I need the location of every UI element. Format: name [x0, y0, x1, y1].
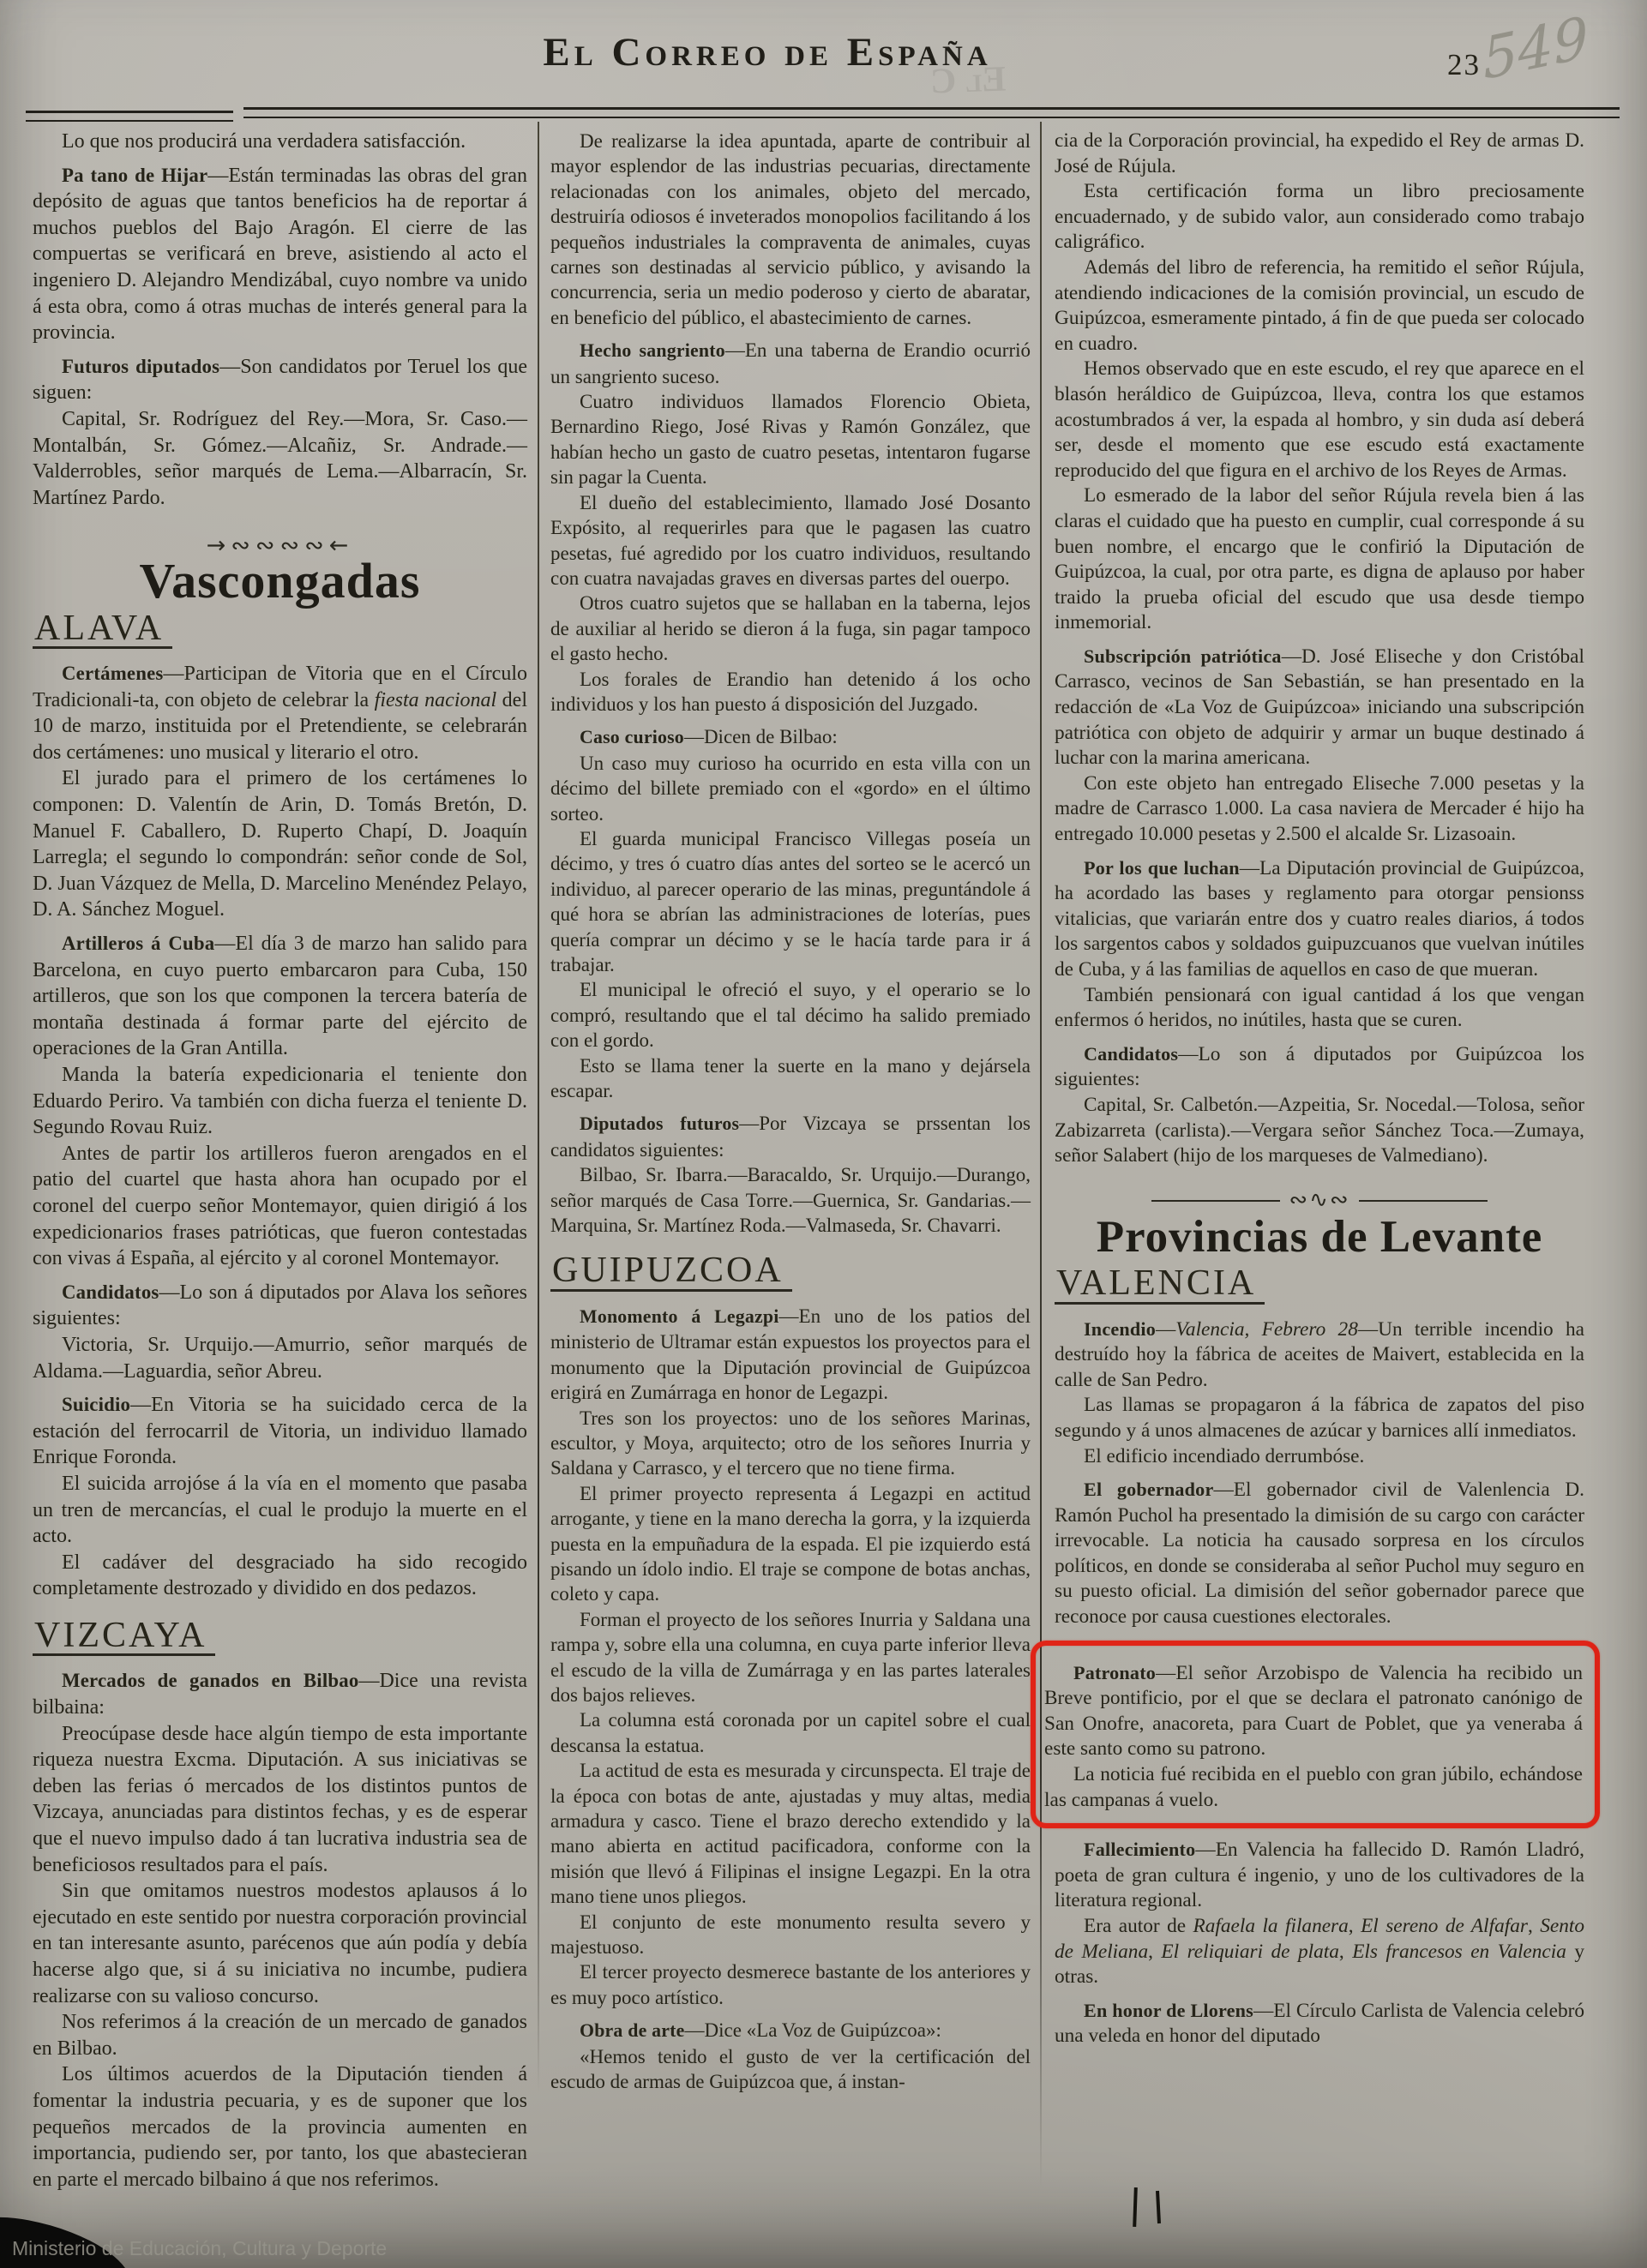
paragraph	[550, 1111, 1031, 1162]
header-rule-right	[243, 107, 1620, 118]
text-segment: El cadáver del desgraciado ha sido recogido completamente destrozado y dividido en dos pedazos.	[33, 1551, 527, 1600]
text-segment: ,	[1348, 1915, 1361, 1937]
text-segment: El tercer proyecto desmerece bastante de los anteriores y es muy poco artístico.	[550, 1961, 1031, 2008]
paragraph	[550, 1406, 1031, 1481]
text-segment: —Participan de Vitoria que en el Círculo Tradicionali-ta, con objeto de celebrar la	[33, 663, 527, 711]
text-segment: Els francesos en Valencia	[1352, 1940, 1566, 1963]
divider-line	[1359, 1200, 1488, 1202]
text-segment: El conjunto de este monumento resulta severo y majestuoso.	[550, 1911, 1031, 1959]
text-segment: «Hemos tenido el gusto de ver la certificación del escudo de armas de Guipúzcoa que, á instan-	[550, 2045, 1031, 2093]
paragraph	[550, 129, 1031, 330]
province-heading	[550, 1251, 1031, 1291]
text-segment: y otras.	[1055, 1940, 1585, 1989]
text-segment: —El día 3 de marzo han salido para Barcelona, en cuyo puerto embarcaron para Cuba, 150 artilleros, que son los que componen la tercera batería de montaña destinada á formar parte del ejército de operaciones de la Gran Antilla.	[33, 933, 528, 1060]
column-divider-1	[538, 122, 539, 2093]
text-segment: ,	[1338, 1940, 1353, 1963]
text-segment: Antes de partir los artilleros fueron arengados en el patio del cuartel que hasta ahora han ocupado por el coronel del cuerpo señor Montemayor, quien dirigió á los expedicionarios frases patrióticas, que fueron contestadas con vivas á España, al ejército y al coronel Montemayor.	[33, 1142, 527, 1270]
run-in-heading: El gobernador	[1084, 1479, 1214, 1501]
paragraph	[550, 1481, 1031, 1607]
text-segment: El dueño del establecimiento, llamado José Dosanto Expósito, al requerirles para que le pagasen las cuatro pesetas, fué agredido por los cuatro individuos, resultando con cuatra navajadas graves en diversas partes del ouerpo.	[550, 491, 1031, 589]
text-segment: —La Diputación provincial de Guipúzcoa, ha acordado las bases y reglamento para otorgar pensionss vitalicias, que variarán entre dos y cuatro reales diarios, á todos los sargentos cabos y soldados guipuzcuanos que vuelvan inútiles de Cuba, y á las familias de aquellos en caso de que mueran.	[1055, 856, 1585, 981]
text-segment: Las llamas se propagaron á la fábrica de zapatos del piso segundo y á unos almacenes de azúcar y barnices allí inmediatos.	[1055, 1394, 1584, 1442]
paragraph	[550, 2044, 1031, 2095]
archive-watermark: Ministerio de Educación, Cultura y Deporte	[12, 2237, 388, 2259]
paragraph	[1044, 1762, 1583, 1813]
text-segment: De realizarse la idea apuntada, aparte de contribuir al mayor esplendor de las industrias pecuarias, directamente relacionadas con los animales, objeto del mercado, destruiría odiosos é inveterados monopolios facilitando á los pequeños industriales la compraventa de animales, cuyas carnes son destinadas al servicio público, y avisando la concurrencia, seria un medio poderoso y cierto de abaratar, en beneficio del público, el abastecimiento de carnes.	[550, 130, 1031, 328]
text-segment: Esta certificación forma un libro preciosamente encuadernado, y de subido valor, aun considerado como trabajo caligráfico.	[1055, 180, 1584, 254]
paragraph	[33, 2061, 527, 2193]
text-segment: Lo que nos producirá una verdadera satisfacción.	[62, 130, 466, 153]
paragraph	[1055, 1837, 1584, 1914]
text-segment: Capital, Sr. Calbetón.—Azpeitia, Sr. Nocedal.—Tolosa, señor Zabizarreta (carlista).—Vergara señor Sánchez Toca.—Zumaya, señor Salabert (hijo de los marqueses de Valmediano).	[1055, 1093, 1584, 1167]
text-segment: El jurado para el primero de los certámenes lo componen: D. Valentín de Arin, D. Tomás Bretón, D. Manuel F. Caballero, D. Ruperto Chapí, D. Joaquín Larregla; el segundo lo compondrán: señor conde de Sol, D. Juan Vázquez de Mella, D. Marcelino Menéndez Pelayo, D. A. Sánchez Moguel.	[33, 767, 527, 921]
paragraph	[1055, 855, 1584, 983]
column-1	[33, 129, 527, 2193]
text-segment: Con este objeto han entregado Eliseche 7.000 pesetas y la madre de Carrasco 1.000. La casa naviera de Mercader é hijo ha entregado 10.000 pesetas y 2.500 el alcalde Sr. Lizasoain.	[1055, 771, 1584, 846]
column-2	[550, 129, 1031, 2094]
run-in-heading: Certámenes	[62, 663, 164, 685]
run-in-heading: Obra de arte	[580, 2020, 685, 2042]
paragraph	[33, 1550, 527, 1602]
text-segment: Rafaela la filanera	[1193, 1915, 1349, 1937]
text-segment: El edificio incendiado derrumbóse.	[1084, 1444, 1365, 1467]
text-segment: fiesta nacional	[374, 688, 497, 711]
paragraph	[33, 129, 527, 155]
paragraph	[1055, 129, 1584, 179]
text-segment: El reliquiari de plata	[1161, 1940, 1339, 1963]
text-segment: —Un terrible incendio ha destruído hoy la fábrica de aceites de Maivert, establecida en la calle de San Pedro.	[1055, 1317, 1584, 1391]
paragraph	[33, 1392, 527, 1471]
ink-mark	[1133, 2187, 1138, 2227]
text-segment: —Son candidatos por Teruel los que siguen:	[33, 355, 527, 405]
paragraph	[550, 724, 1031, 750]
text-segment: —Dice una revista bilbaina:	[33, 1670, 527, 1719]
paragraph	[1055, 1393, 1584, 1443]
run-in-heading: Futuros diputados	[62, 355, 220, 377]
paragraph	[1055, 483, 1584, 636]
text-segment: También pensionará con igual cantidad á los que vengan enfermos ó heridos, no inútiles, hasta que se curen.	[1055, 983, 1584, 1032]
text-segment: cia de la Corporación provincial, ha expedido el Rey de armas D. José de Rújula.	[1055, 129, 1584, 177]
text-segment: —En Valencia ha fallecido D. Ramón Lladró, poeta de gran cultura é ingenio, y uno de los cultivadores de la literatura regional.	[1055, 1839, 1584, 1912]
text-segment: Sento de Meliana	[1055, 1915, 1584, 1963]
run-in-heading: Suicidio	[62, 1394, 131, 1416]
paragraph	[33, 661, 527, 765]
text-segment: —El señor Arzobispo de Valencia ha recibido un Breve pontificio, por el que se declara el patronato canónigo de San Onofre, anacoreta, para Cuart de Poblet, que ya veneraba á este santo como su patrono.	[1044, 1661, 1583, 1761]
paragraph	[33, 1721, 527, 1879]
run-in-heading: Fallecimiento	[1084, 1839, 1196, 1861]
text-segment: —En uno de los patios del ministerio de Ultramar están expuestos los proyectos para el monumento que la Diputación provincial de Guipúzcoa erigirá en Zumárraga en honor de Legazpi.	[550, 1305, 1031, 1404]
run-in-heading: Hecho sangriento	[580, 340, 725, 362]
ornament-flourish: →∾∾∾∾←	[206, 532, 354, 560]
text-segment: Además del libro de referencia, ha remitido el señor Rújula, atendiendo indicaciones de la comisión provincial, un escudo de Guipúzcoa, esmeramente pintado, á fin de que pueda ser colocado en cuadro.	[1055, 255, 1584, 355]
page-number: 23	[1447, 48, 1481, 81]
paragraph	[33, 2009, 527, 2061]
text-segment: Preocúpase desde hace algún tiempo de esta importante riqueza nuestra Excma. Diputación. A sus iniciativas se deben las ferias ó mercados de los distintos puntos de Vizcaya, anunciadas para distintos fechas, y es de esperar que el nuevo impulso dado á tan lucrativa industria sea de beneficiosos resultados para el país.	[33, 1722, 527, 1876]
text-segment: Esto se llama tener la suerte en la mano y dejársela escapar.	[550, 1054, 1031, 1102]
paragraph	[33, 1668, 527, 1720]
run-in-heading: Monomento á Legazpi	[580, 1305, 779, 1327]
text-segment: Manda la batería expedicionaria el teniente don Eduardo Periro. Va también con dicha fuerza el teniente D. Segundo Rovau Ruiz.	[33, 1064, 527, 1139]
paragraph	[33, 931, 527, 1062]
paragraph	[550, 1162, 1031, 1238]
text-segment: Otros cuatro sujetos que se hallaban en la taberna, lejos de auxiliar al herido se dieron á la fuga, sin pagar tampoco el gasto hecho.	[550, 592, 1031, 665]
run-in-heading: Patronato	[1073, 1661, 1157, 1683]
text-segment: —D. José Eliseche y don Cristóbal Carrasco, vecinos de San Sebastián, se han presentado en la redacción de «La Voz de Guipúzcoa» iniciando una subscripción patriótica con objeto de adquirir y armar un buque destinado á luchar con la marina americana.	[1055, 645, 1584, 770]
run-in-heading: Candidatos	[62, 1281, 159, 1303]
paragraph	[550, 977, 1031, 1053]
paragraph	[550, 1607, 1031, 1708]
text-segment: —Dicen de Bilbao:	[683, 726, 838, 748]
text-segment: Era autor de	[1084, 1915, 1193, 1937]
paragraph	[1055, 771, 1584, 848]
text-segment: Nos referimos á la creación de un mercado de ganados en Bilbao.	[33, 2011, 527, 2060]
text-segment: —Lo son á diputados por Alava los señores siguientes:	[33, 1281, 527, 1330]
text-segment: —El gobernador civil de Valenlencia D. Ramón Puchol ha presentado la dimisión de su cargo con carácter irrevocable. La noticia ha causado sorpresa en los círculos políticos, en donde se consideraba al señor Puchol muy seguro en su puesto oficial. La dimisión del señor gobernador parece que reconoce por causa cuestiones electorales.	[1055, 1479, 1584, 1629]
text-segment: Los últimos acuerdos de la Diputación tienden á fomentar la industria pecuaria, y es de suponer que los pequeños mercados de la provincia aumenten en importancia, pudiendo ser, por tanto, los que abastecieran en parte el mercado bilbaino á que nos referimos.	[33, 2063, 527, 2191]
paragraph	[550, 1758, 1031, 1909]
run-in-heading: Diputados futuros	[580, 1113, 740, 1135]
text-segment: La noticia fué recibida en el pueblo con gran júbilo, echándose las campanas á vuelo.	[1044, 1763, 1583, 1811]
paragraph	[33, 354, 527, 406]
handwritten-folio: 549	[1480, 3, 1591, 93]
paragraph	[1055, 1444, 1584, 1470]
text-segment: —Por Vizcaya se prssentan los candidatos siguientes:	[550, 1113, 1031, 1161]
masthead-title: El Correo de España	[543, 30, 992, 75]
paragraph	[550, 1304, 1031, 1406]
paragraph	[550, 490, 1031, 591]
paragraph	[33, 1280, 527, 1332]
paragraph	[1055, 1041, 1584, 1093]
run-in-heading: Subscripción patriótica	[1084, 645, 1282, 667]
text-segment: —Lo son á diputados por Guipúzcoa los siguientes:	[1055, 1042, 1584, 1091]
paragraph	[1055, 179, 1584, 255]
text-segment: El sereno de Alfafar	[1361, 1915, 1528, 1937]
province-heading-label: ALAVA	[33, 615, 172, 650]
text-segment: El guarda municipal Francisco Villegas poseía un décimo, y tres ó cuatro días antes del sorteo se le acercó un individuo, al parecer operario de las minas, preguntándole á qué hora se abrían las administraciones de loterías, pues quería comprar un décimo y se le hacía tarde para ir á trabajar.	[550, 827, 1031, 975]
paragraph	[1044, 1660, 1583, 1762]
paragraph	[1055, 1998, 1584, 2049]
text-segment: Cuatro individuos llamados Florencio Obieta, Bernardino Riego, José Rivas y Ramón González, que habían hecho un gasto de cuatro pesetas, intentaron fugarse sin pagar la Cuenta.	[550, 391, 1031, 489]
paragraph	[33, 1062, 527, 1141]
run-in-heading: Incendio	[1084, 1317, 1156, 1340]
paragraph	[33, 1332, 527, 1384]
text-segment: Valencia, Febrero 28	[1175, 1317, 1358, 1341]
column-3	[1044, 129, 1585, 2049]
text-segment: Forman el proyecto de los señores Inurria y Saldana una rampa y, sobre ella una columna, en cuya parte inferior lleva el escudo de la villa de Zumárraga y en las partes laterales dos bajos relieves.	[550, 1608, 1031, 1706]
run-in-heading: Por los que luchan	[1084, 856, 1240, 879]
text-segment: Un caso muy curioso ha ocurrido en esta villa con un décimo del billete premiado con el «gordo» en el último sorteo.	[550, 752, 1031, 825]
paragraph	[550, 389, 1031, 490]
paragraph	[550, 591, 1031, 666]
ornament-glyph: ∾∿∾	[1289, 1186, 1350, 1213]
paragraph	[1055, 1317, 1584, 1394]
province-heading-label: GUIPUZCOA	[550, 1258, 792, 1291]
paragraph	[550, 1053, 1031, 1104]
text-segment: ,	[1527, 1915, 1541, 1937]
ghost-offset-print: El C	[929, 59, 1007, 102]
text-segment: Lo esmerado de la labor del señor Rújula revela bien á las claras el cuidado que ha puesto en cumplir, cual corresponde á su buen nombre, el encargo que le confirió la Diputación de Guipúzcoa, la cual, por otra parte, es digna de aplauso por haber traido la prueba oficial del escudo que usa desde tiempo inmemorial.	[1055, 484, 1584, 634]
text-segment: Hemos observado que en este escudo, el rey que aparece en el blasón heráldico de Guipúzcoa, lleva, contra los que estamos acostumbrados á ver, la espada al hombro, y sin duda así deberá ser, desde el momento que ese escudo está exactamente reproducido del que figura en el archivo de los Reyes de Armas.	[1055, 357, 1584, 482]
paragraph	[33, 1141, 527, 1272]
text-segment: Victoria, Sr. Urquijo.—Amurrio, señor marqués de Aldama.—Laguardia, señor Abreu.	[33, 1333, 527, 1383]
ornament-divider	[1055, 1188, 1584, 1214]
paragraph	[550, 1910, 1031, 1960]
run-in-heading: En honor de Llorens	[1084, 1999, 1253, 2021]
paragraph	[1055, 357, 1584, 483]
paragraph	[550, 1959, 1031, 2010]
patronato-highlight-box	[1031, 1641, 1600, 1829]
text-segment: —El Círculo Carlista de Valencia celebró una veleda en honor del diputado	[1055, 1999, 1584, 2048]
province-heading	[33, 1615, 527, 1657]
paragraph	[550, 338, 1031, 389]
province-heading	[33, 608, 527, 650]
text-segment: —En una taberna de Erandio ocurrió un sangriento suceso.	[550, 339, 1031, 387]
paragraph	[33, 1471, 527, 1550]
paragraph	[1055, 1477, 1584, 1630]
text-segment: Los forales de Erandio han detenido á los ocho individuos y los han puesto á disposición del Juzgado.	[550, 668, 1031, 715]
section-heading: Vascongadas	[139, 552, 421, 609]
province-heading	[1055, 1263, 1584, 1305]
run-in-heading: Pa tano de Hijar	[62, 164, 208, 186]
text-segment: Bilbao, Sr. Ibarra.—Baracaldo, Sr. Urquijo.—Durango, señor marqués de Casa Torre.—Guernica, Sr. Gandarias.—Marquina, Sr. Martínez Roda.—Valmaseda, Sr. Chavarri.	[550, 1164, 1031, 1237]
run-in-heading: Caso curioso	[580, 727, 684, 748]
text-segment: del 10 de marzo, instituida por el Pretendiente, se celebrarán dos certámenes: uno musical y literario el otro.	[33, 688, 527, 764]
paragraph	[33, 163, 527, 346]
text-segment: —Están terminadas las obras del gran depósito de aguas que tantos beneficios ha de reportar á muchos pueblos del Bajo Aragón. El cierre de las compuertas se verificará en breve, asistiendo al acto el ingeniero D. Alejandro Mendizábal, cuyo nombre va unido á esta obra, como á otras muchas de interés general para la provincia.	[33, 164, 527, 345]
paragraph	[550, 2018, 1031, 2043]
text-segment: —En Vitoria se ha suicidado cerca de la estación del ferrocarril de Vitoria, un individuo llamado Enrique Foronda.	[33, 1394, 527, 1469]
run-in-heading: Artilleros á Cuba	[62, 933, 215, 955]
text-segment: —	[1155, 1317, 1176, 1341]
paragraph	[1055, 644, 1584, 771]
text-segment: ,	[1148, 1940, 1162, 1963]
run-in-heading: Candidatos	[1084, 1042, 1179, 1065]
ink-mark	[1156, 2191, 1161, 2223]
text-segment: —Dice «La Voz de Guipúzcoa»:	[684, 2019, 941, 2042]
text-segment: Tres son los proyectos: uno de los señores Marinas, escultor, y Moya, arquitecto; otro de los señores Inurria y Saldana y Carrasco, y el tercero que no tiene firma.	[550, 1407, 1031, 1479]
section-heading: Provincias de Levante	[1096, 1212, 1543, 1263]
paragraph	[1055, 983, 1584, 1034]
text-segment: El primer proyecto representa á Legazpi en actitud arrogante, y tiene en la mano derecha la gorra, y la izquierda puesta en la empuñadura de la espada. El pie izquierdo está pisando un ídolo indio. El traje se compone de botas anchas, coleto y capa.	[550, 1482, 1031, 1605]
header-rule-left	[26, 111, 233, 122]
paragraph	[1055, 1093, 1584, 1169]
text-segment: La columna está coronada por un capitel sobre el cual descansa la estatua.	[550, 1709, 1031, 1756]
text-segment: La actitud de esta es mesurada y circunspecta. El traje de la época con botas de ante, ajustadas y muy altas, media armadura y casco. Tiene el brazo derecho extendido y la mano abierta en actitud pacificadora, conforme con la misión que llevó á Filipinas el insigne Legazpi. En la otra mano tiene unos pliegos.	[550, 1760, 1031, 1908]
divider-line	[1151, 1200, 1280, 1202]
paragraph	[33, 1878, 527, 2009]
text-segment: Sin que omitamos nuestros modestos aplausos á lo ejecutado en este sentido por nuestra corporación provincial en tan interesante asunto, parécenos que aún podía y debía hacerse algo que, si á su iniciativa no incumbe, pudiera realizarse con su valioso concurso.	[33, 1880, 527, 2007]
province-heading-label: VALENCIA	[1055, 1271, 1265, 1305]
text-segment: El municipal le ofreció el suyo, y el operario se lo compró, resultando que el tal décimo ha salido premiado con el gordo.	[550, 979, 1031, 1052]
province-heading-label: VIZCAYA	[33, 1623, 215, 1657]
paragraph	[550, 667, 1031, 717]
text-segment: Capital, Sr. Rodríguez del Rey.—Mora, Sr. Caso.—Montalbán, Sr. Gómez.—Alcañiz, Sr. Andrade.—Valderrobles, señor marqués de Lema.—Albarracín, Sr. Martínez Pardo.	[33, 407, 527, 509]
paragraph	[550, 751, 1031, 826]
text-segment: El suicida arrojóse á la vía en el momento que pasaba un tren de mercancías, el cual le produjo la muerte en el acto.	[33, 1472, 527, 1548]
column-divider-2	[1040, 122, 1042, 2187]
paragraph	[550, 826, 1031, 977]
paragraph	[550, 1707, 1031, 1758]
run-in-heading: Mercados de ganados en Bilbao	[62, 1670, 359, 1692]
paragraph	[1055, 1914, 1584, 1990]
paragraph	[33, 406, 527, 511]
paragraph	[33, 765, 527, 923]
paragraph	[1055, 255, 1584, 357]
